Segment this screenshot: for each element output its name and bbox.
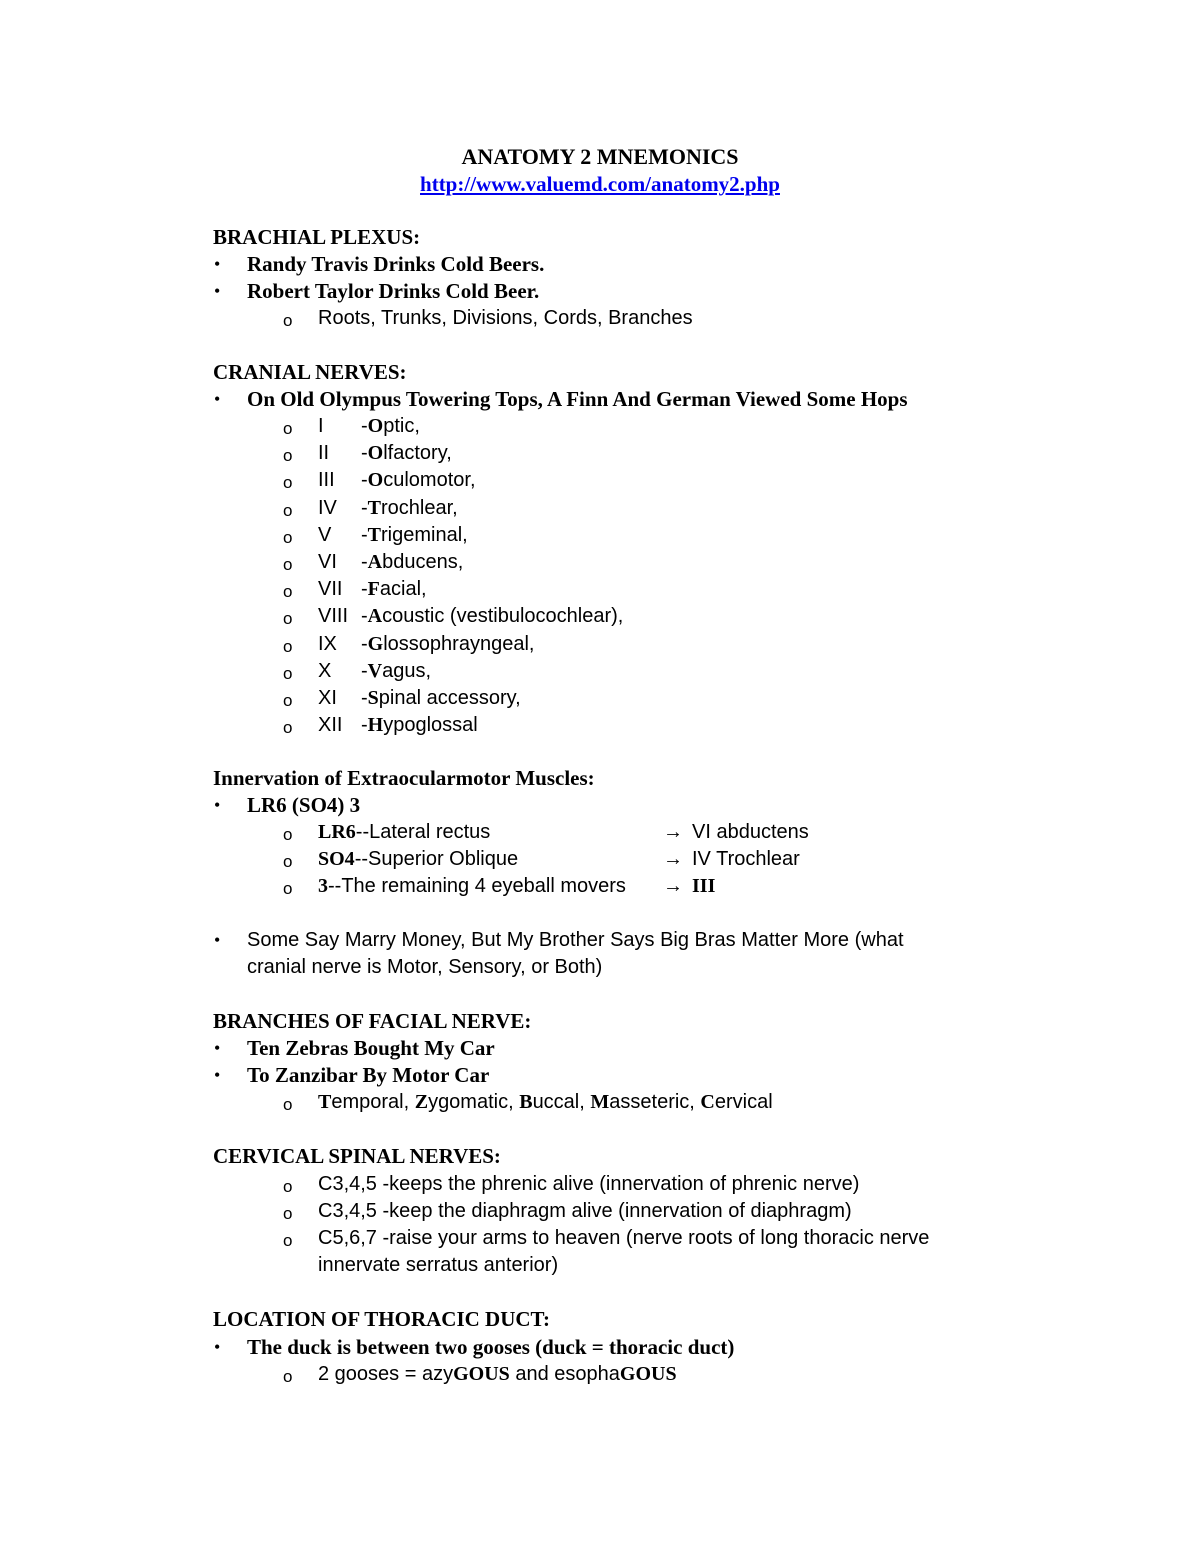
nerve-initial: T <box>367 496 382 519</box>
section-heading: LOCATION OF THORACIC DUCT: <box>213 1307 550 1331</box>
text-segment: 2 gooses = azy <box>318 1363 454 1385</box>
url-line <box>0 171 1200 198</box>
nerve-name-rest: culomotor, <box>383 469 476 492</box>
nerve-name-rest: rigeminal, <box>381 523 468 546</box>
sub-item-text: C3,4,5 -keeps the phrenic alive (innervation of phrenic nerve) <box>318 1173 860 1195</box>
circle-bullet-icon: o <box>283 473 293 493</box>
nerve-number: IX <box>318 632 337 655</box>
mnemonic-text: On Old Olympus Towering Tops, A Finn And German Viewed Some Hops <box>247 387 908 411</box>
nerve-name-rest: ptic, <box>383 415 420 437</box>
nerve-initial: A <box>367 605 383 628</box>
muscle-key: LR6 <box>318 821 356 843</box>
nerve-initial: O <box>367 415 384 437</box>
nerve-name-rest: rochlear, <box>381 496 458 519</box>
nerve-name: -Facial, <box>361 578 427 601</box>
muscle-text <box>318 846 518 873</box>
nerve-number: VII <box>318 578 343 601</box>
nerve-number: VIII <box>318 605 349 628</box>
sub-item-text <box>318 1361 677 1388</box>
section-heading: CRANIAL NERVES: <box>213 360 407 384</box>
circle-bullet-icon: o <box>283 852 293 871</box>
nerve-name-rest: ypoglossal <box>383 714 478 737</box>
circle-bullet-icon: o <box>283 879 293 898</box>
circle-bullet-icon: o <box>283 663 293 683</box>
circle-bullet-icon: o <box>283 446 293 466</box>
emphasis-text: GOUS <box>453 1363 510 1385</box>
nerve-target: III <box>692 875 716 897</box>
bullet-icon: • <box>214 254 221 274</box>
circle-bullet-icon: o <box>283 419 293 438</box>
nerve-name-rest: coustic (vestibulocochlear), <box>382 605 624 628</box>
nerve-target: IV Trochlear <box>692 848 800 870</box>
branch-name-rest: asseteric, <box>609 1091 701 1113</box>
nerve-initial: A <box>367 551 383 573</box>
nerve-target: VI abductens <box>692 821 809 843</box>
nerve-initial: V <box>367 659 383 682</box>
muscle-desc: --The remaining 4 eyeball movers <box>328 875 626 897</box>
bullet-icon: • <box>214 930 221 950</box>
bullet-icon: • <box>214 1038 221 1058</box>
nerve-name-rest: lfactory, <box>383 442 452 465</box>
branch-name-rest: emporal, <box>331 1091 415 1113</box>
nerve-name: -Olfactory, <box>361 442 452 465</box>
nerve-number: X <box>318 659 332 682</box>
nerve-name: -Spinal accessory, <box>361 687 521 709</box>
nerve-name-rest: acial, <box>379 578 427 601</box>
section-heading: BRANCHES OF FACIAL NERVE: <box>213 1009 532 1033</box>
branch-initial: B <box>519 1091 533 1113</box>
nerve-name: -Abducens, <box>361 551 464 573</box>
mnemonic-text: To Zanzibar By Motor Car <box>247 1063 490 1087</box>
nerve-number: II <box>318 442 330 465</box>
page-title: ANATOMY 2 MNEMONICS <box>461 144 739 169</box>
nerve-number: XII <box>318 714 343 737</box>
nerve-initial: T <box>367 523 382 546</box>
nerve-name: -Vagus, <box>361 659 432 682</box>
branch-initial: Z <box>414 1091 429 1113</box>
branch-initial: M <box>590 1091 610 1113</box>
circle-bullet-icon: o <box>283 636 293 656</box>
circle-bullet-icon: o <box>283 1177 293 1196</box>
nerve-initial: H <box>367 714 384 737</box>
arrow-right-icon: → <box>663 821 683 843</box>
circle-bullet-icon: o <box>283 825 293 844</box>
sub-item-text: innervate serratus anterior) <box>318 1254 559 1276</box>
circle-bullet-icon: o <box>283 582 293 602</box>
nerve-name: -Glossophrayngeal, <box>361 632 535 655</box>
circle-bullet-icon: o <box>283 1367 293 1386</box>
text-segment: and esopha <box>509 1363 620 1385</box>
bullet-icon: • <box>214 389 221 409</box>
nerve-name: -Hypoglossal <box>361 714 478 737</box>
nerve-initial: G <box>367 632 384 655</box>
nerve-name: -Oculomotor, <box>361 469 476 492</box>
nerve-initial: O <box>367 442 384 465</box>
nerve-initial: S <box>367 687 379 709</box>
nerve-name-rest: pinal accessory, <box>378 687 521 709</box>
muscle-desc: --Superior Oblique <box>354 848 519 870</box>
sub-item-text: C5,6,7 -raise your arms to heaven (nerve roots of long thoracic nerve <box>318 1227 930 1249</box>
circle-bullet-icon: o <box>283 527 293 547</box>
mnemonic-text: The duck is between two gooses (duck = thoracic duct) <box>247 1335 735 1359</box>
circle-bullet-icon: o <box>283 609 293 629</box>
sub-item-text: Roots, Trunks, Divisions, Cords, Branches <box>318 307 693 329</box>
circle-bullet-icon: o <box>283 500 293 520</box>
mnemonic-text: cranial nerve is Motor, Sensory, or Both) <box>247 956 603 978</box>
circle-bullet-icon: o <box>283 311 293 330</box>
mnemonic-text: LR6 (SO4) 3 <box>247 793 361 817</box>
muscle-text <box>318 873 626 900</box>
nerve-number: IV <box>318 496 337 519</box>
circle-bullet-icon: o <box>283 718 293 738</box>
bullet-icon: • <box>214 1065 221 1085</box>
nerve-number: VI <box>318 551 337 573</box>
nerve-number: XI <box>318 687 337 709</box>
section-heading: Innervation of Extraocularmotor Muscles: <box>213 766 595 790</box>
nerve-number: I <box>318 415 324 437</box>
mnemonic-text: Robert Taylor Drinks Cold Beer. <box>247 279 540 303</box>
section-heading: BRACHIAL PLEXUS: <box>213 225 421 249</box>
circle-bullet-icon: o <box>283 555 293 574</box>
muscle-key: 3 <box>318 875 328 897</box>
nerve-initial: O <box>367 469 384 492</box>
sub-item-text: C3,4,5 -keep the diaphragm alive (innervation of diaphragm) <box>318 1200 852 1222</box>
bullet-icon: • <box>214 1337 221 1357</box>
muscle-key: SO4 <box>318 848 355 870</box>
bullet-icon: • <box>214 795 221 815</box>
arrow-right-icon: → <box>663 875 683 897</box>
branch-initial: T <box>318 1091 332 1113</box>
circle-bullet-icon: o <box>283 691 293 710</box>
muscle-desc: --Lateral rectus <box>355 821 491 843</box>
nerve-number: V <box>318 523 332 546</box>
sub-item-text <box>318 1089 773 1116</box>
mnemonic-text: Randy Travis Drinks Cold Beers. <box>247 252 545 276</box>
circle-bullet-icon: o <box>283 1095 293 1114</box>
muscle-text <box>318 819 490 846</box>
circle-bullet-icon: o <box>283 1204 293 1223</box>
nerve-name: -Trigeminal, <box>361 523 468 546</box>
mnemonic-text: Ten Zebras Bought My Car <box>247 1036 495 1060</box>
nerve-name-rest: agus, <box>382 659 432 682</box>
source-link[interactable]: http://www.valuemd.com/anatomy2.php <box>420 172 780 196</box>
mnemonic-text: Some Say Marry Money, But My Brother Says Big Bras Matter More (what <box>247 929 904 951</box>
nerve-name: -Trochlear, <box>361 496 458 519</box>
nerve-name-rest: bducens, <box>382 551 464 573</box>
circle-bullet-icon: o <box>283 1231 293 1250</box>
emphasis-text: GOUS <box>619 1363 677 1385</box>
nerve-number: III <box>318 469 335 492</box>
branch-initial: C <box>700 1091 715 1113</box>
nerve-name-rest: lossophrayngeal, <box>383 632 535 655</box>
branch-name-rest: ygomatic, <box>428 1091 520 1113</box>
branch-name-rest: ervical <box>714 1091 773 1113</box>
arrow-right-icon: → <box>663 848 683 870</box>
nerve-name: -Acoustic (vestibulocochlear), <box>361 605 624 628</box>
bullet-icon: • <box>214 281 221 301</box>
section-heading: CERVICAL SPINAL NERVES: <box>213 1144 501 1168</box>
branch-name-rest: uccal, <box>532 1091 591 1113</box>
nerve-initial: F <box>367 578 380 601</box>
nerve-name: -Optic, <box>361 415 420 437</box>
